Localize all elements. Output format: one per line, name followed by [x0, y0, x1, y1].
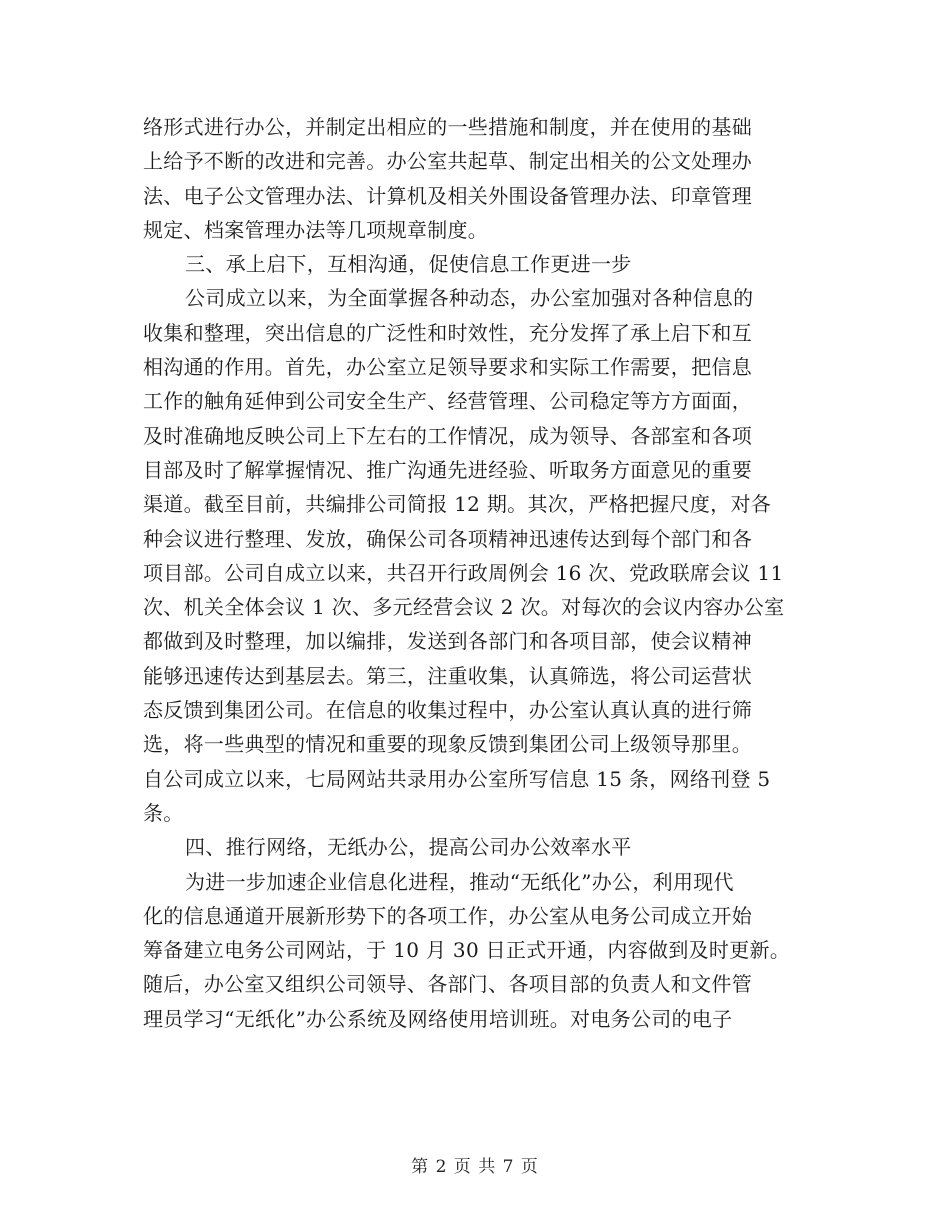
text-line: 随后，办公室又组织公司领导、各部门、各项目部的负责人和文件管	[143, 972, 752, 997]
text-line: 相沟通的作用。首先，办公室立足领导要求和实际工作需要，把信息	[143, 355, 752, 380]
text-line: 络形式进行办公，并制定出相应的一些措施和制度，并在使用的基础	[143, 115, 752, 139]
text-line: 能够迅速传达到基层去。第三，注重收集，认真筛选，将公司运营状	[143, 663, 752, 688]
text-line: 公司成立以来，为全面掌握各种动态，办公室加强对各种信息的	[185, 286, 754, 311]
text-line: 规定、档案管理办法等几项规章制度。	[143, 217, 489, 242]
text-line: 筹备建立电务公司网站，于 10 月 30 日正式开通，内容做到及时更新。	[143, 938, 791, 963]
text-line: 上给予不断的改进和完善。办公室共起草、制定出相关的公文处理办	[143, 149, 752, 174]
text-line: 选，将一些典型的情况和重要的现象反馈到集团公司上级领导那里。	[143, 732, 752, 757]
section-heading: 四、推行网络，无纸办公，提高公司办公效率水平	[185, 835, 632, 860]
text-line: 工作的触角延伸到公司安全生产、经营管理、公司稳定等方方面面，	[143, 389, 752, 414]
text-line: 项目部。公司自成立以来，共召开行政周例会 16 次、党政联席会议 11	[143, 560, 784, 585]
section-heading: 三、承上启下，互相沟通，促使信息工作更进一步	[185, 252, 632, 277]
page-number-footer: 第 2 页 共 7 页	[411, 1157, 539, 1177]
text-line: 及时准确地反映公司上下左右的工作情况，成为领导、各部室和各项	[143, 423, 752, 448]
text-line: 目部及时了解掌握情况、推广沟通先进经验、听取务方面意见的重要	[143, 457, 752, 482]
text-line: 种会议进行整理、发放，确保公司各项精神迅速传达到每个部门和各	[143, 526, 752, 551]
text-line: 条。	[143, 800, 184, 825]
text-line: 理员学习“无纸化”办公系统及网络使用培训班。对电务公司的电子	[143, 1006, 733, 1031]
text-line: 态反馈到集团公司。在信息的收集过程中，办公室认真认真的进行筛	[143, 698, 752, 723]
body-text	[143, 110, 815, 1036]
text-line: 为进一步加速企业信息化进程，推动“无纸化”办公，利用现代	[185, 869, 734, 894]
text-line: 化的信息通道开展新形势下的各项工作，办公室从电务公司成立开始	[143, 903, 752, 928]
text-line: 次、机关全体会议 1 次、多元经营会议 2 次。对每次的会议内容办公室	[143, 595, 785, 620]
text-line: 自公司成立以来，七局网站共录用办公室所写信息 15 条，网络刊登 5	[143, 766, 771, 791]
text-line: 都做到及时整理，加以编排，发送到各部门和各项目部，使会议精神	[143, 629, 752, 654]
text-line: 法、电子公文管理办法、计算机及相关外围设备管理办法、印章管理	[143, 183, 752, 208]
text-line: 收集和整理，突出信息的广泛性和时效性，充分发挥了承上启下和互	[143, 320, 752, 345]
text-line: 渠道。截至目前，共编排公司简报 12 期。其次，严格把握尺度，对各	[143, 492, 772, 517]
